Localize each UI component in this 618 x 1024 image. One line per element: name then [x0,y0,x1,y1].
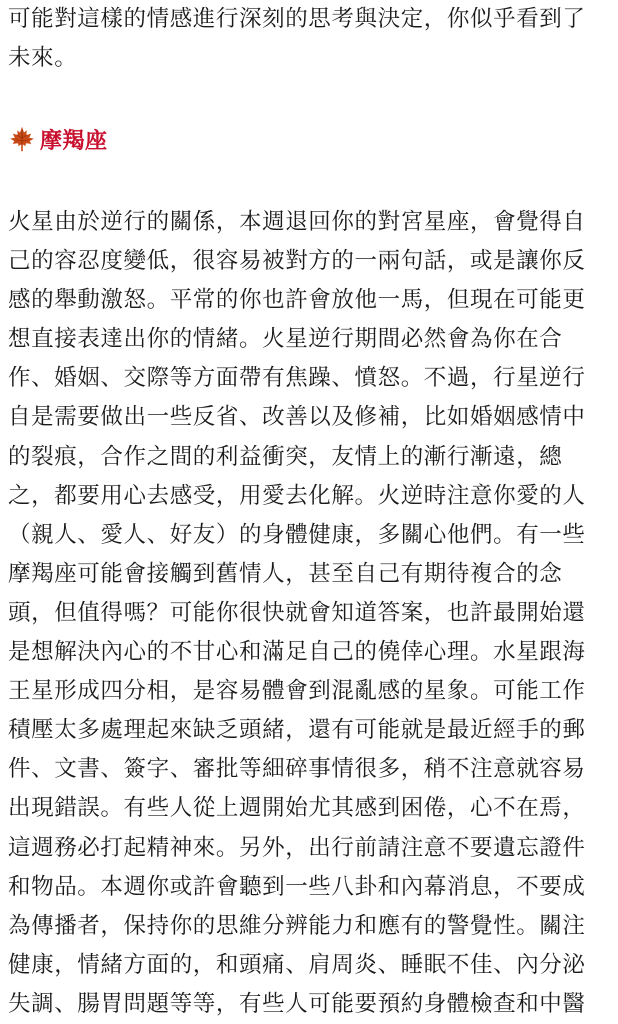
section-heading-capricorn [8,121,108,157]
maple-leaf-icon [8,125,36,153]
body-line: 火星由於逆行的關係，本週退回你的對宮星座，會覺得自 [8,209,586,235]
body-line: 之，都要用心去感受，用愛去化解。火逆時注意你愛的人 [8,482,586,509]
body-line: 件、文書、簽字、審批等細碎事情很多，稍不注意就容易 [8,756,586,783]
body-line: 想直接表達出你的情緒。火星逆行期間必然會為你在合 [8,326,563,353]
body-line: 己的容忍度變低，很容易被對方的一兩句話，或是讓你反 [8,248,586,275]
body-line: 積壓太多處理起來缺乏頭緒，還有可能就是最近經手的郵 [8,717,586,744]
body-line: 摩羯座可能會接觸到舊情人，甚至自己有期待複合的念 [8,560,563,587]
body-line: 和物品。本週你或許會聽到一些八卦和內幕消息，不要成 [8,873,586,900]
section-title: 摩羯座 [40,128,108,154]
body-line: 這週務必打起精神來。另外，出行前請注意不要遺忘證件 [8,834,586,861]
intro-paragraph [8,0,614,78]
intro-line: 可能對這樣的情感進行深刻的思考與決定，你似乎看到了 [8,6,586,32]
body-line: 作、婚姻、交際等方面帶有焦躁、憤怒。不過，行星逆行 [8,365,586,392]
body-line: 健康，情緒方面的，和頭痛、肩周炎、睡眠不佳、內分泌 [8,951,586,978]
body-line: 為傳播者，保持你的思維分辨能力和應有的警覺性。關注 [8,912,586,939]
body-line: 是想解決內心的不甘心和滿足自己的僥倖心理。水星跟海 [8,639,586,666]
body-line: 頭，但值得嗎？可能你很快就會知道答案，也許最開始還 [8,599,586,626]
body-paragraph [8,203,614,1024]
body-line: 的裂痕，合作之間的利益衝突，友情上的漸行漸遠，總 [8,443,563,470]
intro-line: 未來。 [8,45,78,71]
body-line: 自是需要做出一些反省、改善以及修補，比如婚姻感情中 [8,404,586,431]
body-line: （親人、愛人、好友）的身體健康，多關心他們。有一些 [8,521,586,548]
body-line: 王星形成四分相，是容易體會到混亂感的星象。可能工作 [8,678,586,705]
body-line: 失調、腸胃問題等等，有些人可能要預約身體檢查和中醫 [8,990,586,1017]
body-line: 出現錯誤。有些人從上週開始尤其感到困倦，心不在焉， [8,795,586,822]
body-line: 感的舉動激怒。平常的你也許會放他一馬，但現在可能更 [8,287,586,314]
